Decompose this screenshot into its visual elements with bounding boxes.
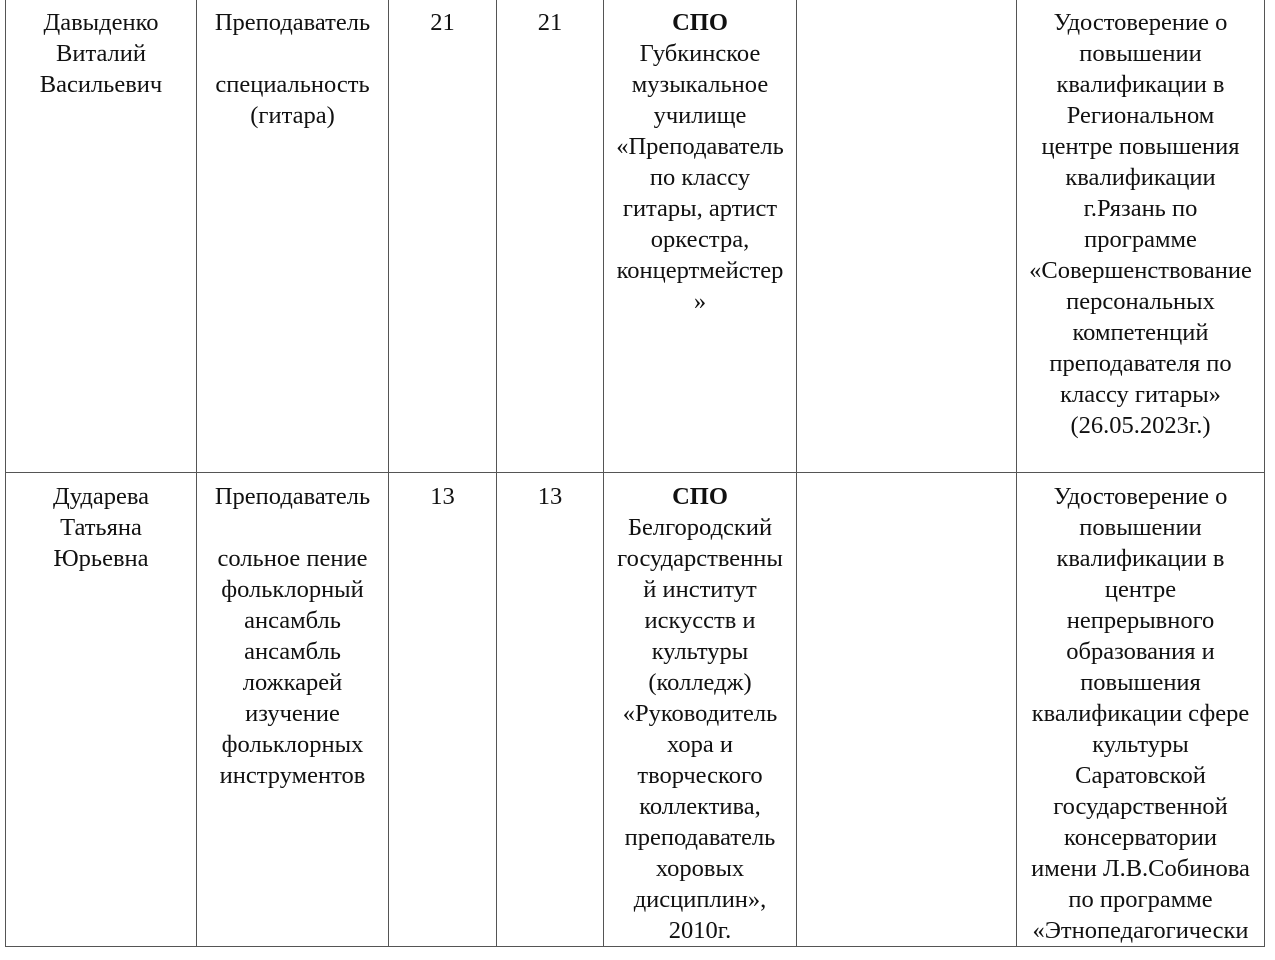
position-cell-line: инструментов [219,762,366,789]
position-cell-line: изучение [245,700,340,727]
education-cell-line: «Руководитель [622,700,778,727]
education-cell-line: искусств и [644,607,756,634]
position-cell-line: ложкарей [242,669,343,696]
education-cell-line: оркестра, [650,226,750,253]
education-cell-line: хора и [667,731,733,758]
qualification-cell-line: персональных [1066,288,1215,315]
education-cell-line: Губкинское [639,40,761,67]
qualification-cell-line: «Совершенствование [1029,257,1252,284]
ped-experience-cell [497,0,604,473]
qualification-cell-line: квалификации в [1056,71,1225,98]
position-text: Преподаватель [214,9,371,36]
qualification-cell-line: Удостоверение о [1053,9,1228,36]
education-level: СПО [672,9,728,36]
degree-cell [797,0,1017,473]
table-row [6,0,1265,473]
position-cell-line: (гитара) [250,102,335,129]
qualification-cell-line: по программе [1068,886,1213,913]
education-cell-line: » [693,288,707,315]
name-cell-line: Юрьевна [53,545,149,572]
total-experience-cell-text: 21 [430,9,455,36]
qualification-cell [1017,473,1265,947]
qualification-cell-line: повышения [1080,669,1201,696]
qualification-cell-line: компетенций [1072,319,1209,346]
education-cell-line: 2010г. [668,917,732,944]
qualification-cell-line: «Этнопедагогически [1032,917,1249,944]
qualification-cell [1017,0,1265,473]
education-cell [604,473,797,947]
qualification-cell-line: Удостоверение о [1053,483,1228,510]
qualification-cell-line: имени Л.В.Собинова [1031,855,1250,882]
qualification-cell-line: квалификации [1065,164,1216,191]
education-cell-line: гитары, артист [622,195,778,222]
qualification-cell-line: Саратовской [1075,762,1206,789]
education-cell-line: государственны [617,545,783,572]
name-cell-line: Татьяна [60,514,142,541]
qualification-cell-line: квалификации сфере [1031,700,1250,727]
education-cell-line: дисциплин», [633,886,767,913]
name-cell-line: Давыденко [43,9,159,36]
qualification-cell-line: образования и [1066,638,1215,665]
position-cell-line: ансамбль [244,638,341,665]
degree-cell [797,473,1017,947]
education-cell-line: культуры [651,638,749,665]
education-cell-line: по классу [649,164,751,191]
education-cell-line: преподаватель [624,824,776,851]
education-cell-line: концертмейстер [616,257,784,284]
ped-experience-cell-text: 21 [537,9,563,36]
education-cell-line: музыкальное [631,71,769,98]
position-cell-line: сольное пение [217,545,368,572]
qualification-cell-line: Региональном [1066,102,1215,129]
education-cell-line: (колледж) [648,669,752,696]
qualification-cell-line: квалификации в [1056,545,1225,572]
spacer [199,38,386,69]
position-cell-line: ансамбль [244,607,341,634]
education-cell-line: й институт [643,576,757,603]
qualification-cell-line: (26.05.2023г.) [1070,412,1211,439]
name-cell-line: Дударева [52,483,149,510]
position-cell-line: фольклорный [221,576,364,603]
total-experience-cell [389,0,497,473]
total-experience-cell-text: 13 [430,483,455,510]
table-row [6,473,1265,947]
qualification-cell-line: центре повышения [1041,133,1240,160]
name-cell-line: Виталий [56,40,146,67]
position-cell [197,0,389,473]
position-cell-line: специальность [215,71,370,98]
qualification-cell-line: консерватории [1064,824,1217,851]
qualification-cell-line: центре [1104,576,1177,603]
position-cell [197,473,389,947]
position-text: Преподаватель [214,483,371,510]
name-cell [6,0,197,473]
ped-experience-cell [497,473,604,947]
spacer [199,512,386,543]
qualification-cell-line: г.Рязань по [1083,195,1198,222]
qualification-cell-line: повышении [1079,514,1202,541]
education-cell-line: Белгородский [627,514,773,541]
name-cell-line: Васильевич [39,71,163,98]
education-cell-line: творческого [637,762,763,789]
total-experience-cell [389,473,497,947]
qualification-cell-line: повышении [1079,40,1202,67]
qualification-cell-line: непрерывного [1066,607,1215,634]
qualification-cell-line: преподавателя по [1049,350,1232,377]
education-level: СПО [672,483,728,510]
qualification-cell-line: государственной [1053,793,1228,820]
qualification-cell-line: программе [1084,226,1197,253]
staff-table [5,0,1265,947]
position-cell-line: фольклорных [221,731,364,758]
qualification-cell-line: культуры [1092,731,1189,758]
education-cell-line: «Преподаватель [616,133,784,160]
education-cell [604,0,797,473]
education-cell-line: коллектива, [639,793,761,820]
ped-experience-cell-text: 13 [537,483,563,510]
education-cell-line: училище [653,102,747,129]
qualification-cell-line: классу гитары» [1060,381,1221,408]
education-cell-line: хоровых [655,855,745,882]
name-cell [6,473,197,947]
